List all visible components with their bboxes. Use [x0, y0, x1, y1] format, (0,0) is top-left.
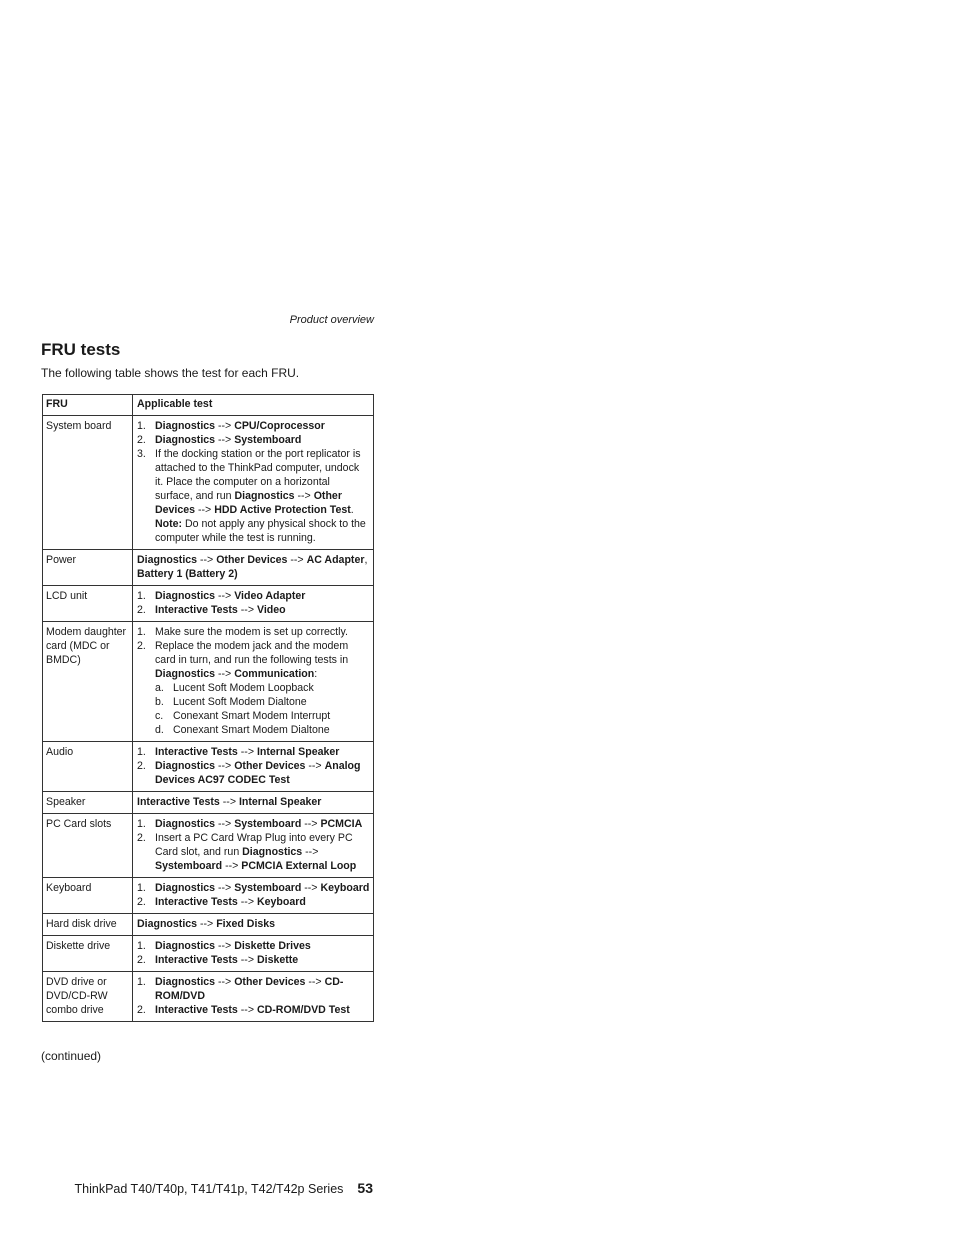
column-header-fru: FRU [43, 395, 133, 416]
bold-text: Internal Speaker [238, 796, 322, 808]
text-run: --> [222, 860, 242, 872]
text-run: If the docking station or the port replicator is attached to the ThinkPad computer, undock it. Place the computer on a horizontal surface, and run [155, 448, 361, 502]
bold-text: Other Devices [234, 976, 306, 988]
applicable-test-cell [133, 742, 374, 792]
text-run: , [364, 554, 368, 566]
bold-text: CD-ROM/DVD [155, 976, 344, 1002]
text-run: --> [305, 976, 325, 988]
applicable-test-cell [133, 972, 374, 1022]
test-step [137, 831, 370, 873]
table-row [43, 936, 374, 972]
text-run: --> [237, 896, 257, 908]
step-number: 2. [137, 604, 146, 616]
table-row [43, 914, 374, 936]
test-step [137, 625, 370, 639]
text-run: --> [305, 760, 325, 772]
fru-name-cell: Speaker [43, 792, 133, 814]
fru-name-cell: Audio [43, 742, 133, 792]
fru-name-cell: Hard disk drive [43, 914, 133, 936]
bold-text: Diagnostics [155, 434, 216, 446]
bold-text: Diskette Drives [234, 940, 311, 952]
text-run: --> [237, 604, 257, 616]
test-substep [155, 681, 370, 695]
table-row [43, 972, 374, 1022]
text-run: --> [237, 954, 257, 966]
bold-text: Analog Devices AC97 CODEC Test [155, 760, 361, 786]
fru-name-cell: PC Card slots [43, 814, 133, 878]
text-run: --> [215, 420, 235, 432]
bold-text: Diagnostics [137, 918, 198, 930]
text-run: Insert a PC Card Wrap Plug into every PC Card slot, and run [155, 832, 353, 858]
column-header-applicable-test: Applicable test [133, 395, 374, 416]
page-title: FRU tests [41, 340, 121, 359]
test-step [137, 589, 370, 603]
bold-text: Systemboard [234, 818, 302, 830]
applicable-test-cell [133, 814, 374, 878]
table-body [43, 416, 374, 1022]
bold-text: Diagnostics [155, 420, 216, 432]
fru-name-cell: Power [43, 550, 133, 586]
text-run: : [314, 668, 318, 680]
step-number: 1. [137, 976, 146, 988]
substep-label: b. [155, 696, 164, 708]
substep-label: a. [155, 682, 164, 694]
bold-text: Systemboard [155, 860, 223, 872]
fru-name-cell: Diskette drive [43, 936, 133, 972]
step-number: 2. [137, 640, 146, 652]
step-number: 1. [137, 420, 146, 432]
text-run: --> [215, 818, 235, 830]
step-number: 1. [137, 882, 146, 894]
table-header-row [43, 395, 374, 416]
bold-text: Interactive Tests [155, 604, 238, 616]
test-step [137, 433, 370, 447]
test-substeps-list [155, 681, 370, 737]
step-number: 1. [137, 940, 146, 952]
bold-text: PCMCIA External Loop [241, 860, 357, 872]
bold-text: Video [256, 604, 286, 616]
footer-series-title: ThinkPad T40/T40p, T41/T41p, T42/T42p Series [74, 1182, 344, 1196]
bold-text: AC Adapter [306, 554, 365, 566]
step-number: 1. [137, 626, 146, 638]
test-substep [155, 709, 370, 723]
bold-text: Keyboard [256, 896, 306, 908]
test-steps-list [137, 881, 370, 909]
fru-name-cell: LCD unit [43, 586, 133, 622]
bold-text: Battery 1 (Battery 2) [137, 568, 238, 580]
bold-text: Video Adapter [234, 590, 306, 602]
substep-text: Conexant Smart Modem Interrupt [173, 710, 331, 722]
text-run: --> [215, 434, 235, 446]
bold-text: Interactive Tests [137, 796, 220, 808]
test-steps-list [137, 625, 370, 737]
test-steps-list [137, 817, 370, 873]
bold-text: Diagnostics [242, 846, 303, 858]
text-run: --> [301, 818, 321, 830]
text-run: --> [302, 846, 319, 858]
step-number: 2. [137, 954, 146, 966]
test-step [137, 639, 370, 737]
fru-name-cell: DVD drive or DVD/CD-RW combo drive [43, 972, 133, 1022]
substep-label: c. [155, 710, 164, 722]
bold-text: Interactive Tests [155, 746, 238, 758]
substep-text: Lucent Soft Modem Loopback [173, 682, 314, 694]
fru-name-cell: Keyboard [43, 878, 133, 914]
bold-text: Diagnostics [234, 490, 295, 502]
fru-name-cell: System board [43, 416, 133, 550]
text-run: --> [287, 554, 307, 566]
text-run: . [350, 504, 354, 516]
continued-note: (continued) [41, 1049, 102, 1063]
fru-tests-table [42, 394, 374, 1022]
substep-text: Lucent Soft Modem Dialtone [173, 696, 307, 708]
bold-text: Keyboard [320, 882, 370, 894]
text-run: --> [215, 590, 235, 602]
step-number: 1. [137, 746, 146, 758]
test-substep [155, 723, 370, 737]
applicable-test-cell [133, 550, 374, 586]
bold-text: Fixed Disks [216, 918, 276, 930]
bold-text: CD-ROM/DVD Test [256, 1004, 350, 1016]
applicable-test-cell [133, 622, 374, 742]
test-substep [155, 695, 370, 709]
text-run: --> [237, 1004, 257, 1016]
step-number: 2. [137, 1004, 146, 1016]
bold-text: Diagnostics [155, 590, 216, 602]
bold-text: Diagnostics [155, 976, 216, 988]
test-step [137, 1003, 370, 1017]
applicable-test-cell [133, 792, 374, 814]
text-run: --> [294, 490, 314, 502]
text-run: --> [237, 746, 257, 758]
bold-text: Note: [155, 518, 183, 530]
fru-name-cell: Modem daughter card (MDC or BMDC) [43, 622, 133, 742]
test-step [137, 953, 370, 967]
test-step [137, 975, 370, 1003]
bold-text: Other Devices [234, 760, 306, 772]
applicable-test-cell [133, 936, 374, 972]
text-run: Make sure the modem is set up correctly. [155, 626, 348, 638]
applicable-test-cell [133, 586, 374, 622]
bold-text: Systemboard [234, 882, 302, 894]
bold-text: Diagnostics [155, 668, 216, 680]
substep-label: d. [155, 724, 164, 736]
bold-text: Systemboard [234, 434, 302, 446]
step-number: 2. [137, 760, 146, 772]
table-row [43, 416, 374, 550]
substep-text: Conexant Smart Modem Dialtone [173, 724, 330, 736]
text-run: --> [197, 554, 217, 566]
bold-text: Interactive Tests [155, 1004, 238, 1016]
text-run: --> [215, 940, 235, 952]
table-row [43, 814, 374, 878]
step-number: 2. [137, 896, 146, 908]
test-steps-list [137, 419, 370, 545]
test-step [137, 603, 370, 617]
bold-text: Interactive Tests [155, 954, 238, 966]
bold-text: Other Devices [155, 490, 342, 516]
test-steps-list [137, 589, 370, 617]
test-step [137, 881, 370, 895]
test-steps-list [137, 939, 370, 967]
text-run: --> [215, 976, 235, 988]
text-run: --> [197, 918, 217, 930]
step-number: 1. [137, 590, 146, 602]
bold-text: HDD Active Protection Test [214, 504, 351, 516]
bold-text: Interactive Tests [155, 896, 238, 908]
page-number: 53 [357, 1180, 373, 1196]
step-number: 1. [137, 818, 146, 830]
bold-text: Other Devices [216, 554, 288, 566]
step-number: 2. [137, 434, 146, 446]
table-row [43, 878, 374, 914]
text-run: --> [301, 882, 321, 894]
test-step [137, 447, 370, 545]
bold-text: Internal Speaker [256, 746, 340, 758]
bold-text: Communication [234, 668, 315, 680]
running-head: Product overview [289, 314, 374, 326]
text-run: --> [215, 882, 235, 894]
test-steps-list [137, 745, 370, 787]
text-run: Do not apply any physical shock to the computer while the test is running. [155, 518, 366, 544]
test-step [137, 939, 370, 953]
bold-text: Diagnostics [155, 940, 216, 952]
intro-paragraph: The following table shows the test for each FRU. [41, 366, 300, 380]
bold-text: Diagnostics [155, 818, 216, 830]
bold-text: PCMCIA [320, 818, 363, 830]
bold-text: Diagnostics [137, 554, 198, 566]
table-row [43, 742, 374, 792]
step-number: 3. [137, 448, 146, 460]
table-row [43, 792, 374, 814]
page-footer [0, 1180, 373, 1196]
test-step [137, 895, 370, 909]
text-run: --> [219, 796, 239, 808]
test-steps-list [137, 975, 370, 1017]
table-row [43, 622, 374, 742]
bold-text: Diagnostics [155, 760, 216, 772]
test-step [137, 759, 370, 787]
test-step [137, 419, 370, 433]
bold-text: CPU/Coprocessor [234, 420, 325, 432]
table-row [43, 586, 374, 622]
text-run: --> [215, 668, 235, 680]
test-step [137, 817, 370, 831]
applicable-test-cell [133, 878, 374, 914]
applicable-test-cell [133, 914, 374, 936]
text-run: --> [195, 504, 215, 516]
text-run: --> [215, 760, 235, 772]
table-row [43, 550, 374, 586]
bold-text: Diagnostics [155, 882, 216, 894]
text-run: Replace the modem jack and the modem card in turn, and run the following tests in [155, 640, 349, 666]
applicable-test-cell [133, 416, 374, 550]
bold-text: Diskette [256, 954, 299, 966]
step-number: 2. [137, 832, 146, 844]
test-step [137, 745, 370, 759]
